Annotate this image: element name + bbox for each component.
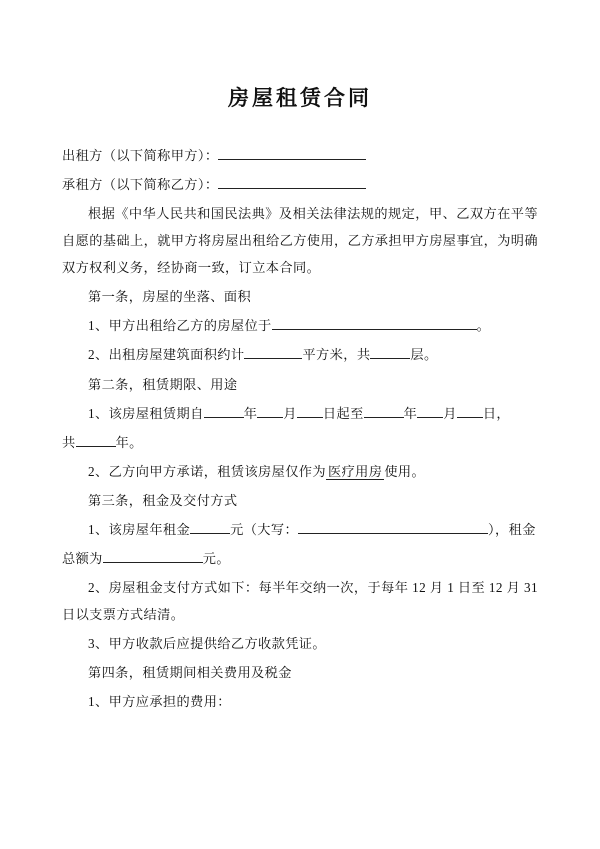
article-1-item-1-text: 1、甲方出租给乙方的房屋位于	[88, 318, 272, 334]
article-1-heading: 第一条，房屋的坐落、面积	[88, 289, 252, 305]
lessor-blank[interactable]	[218, 146, 366, 160]
total-years-prefix: 共	[62, 434, 76, 450]
annual-rent-words-blank[interactable]	[298, 520, 488, 534]
lessee-blank[interactable]	[218, 175, 366, 189]
start-year-label: 年	[243, 405, 258, 421]
article-1-item-1	[62, 312, 538, 339]
article-2-item-1-cont	[62, 429, 538, 456]
usage-prefix: 2、乙方向甲方承诺，租赁该房屋仅作为	[88, 463, 326, 479]
article-4-item-1: 1、甲方应承担的费用：	[88, 694, 231, 710]
page-title: 房屋租赁合同	[228, 86, 372, 110]
article-2-item-1	[62, 400, 538, 427]
total-rent-prefix: 总额为	[62, 550, 103, 566]
total-rent-suffix: 元。	[202, 550, 230, 566]
end-day-label: 日，	[482, 405, 511, 421]
annual-rent-prefix: 1、该房屋年租金	[88, 521, 191, 537]
article-2-item-2	[62, 458, 538, 485]
usage-suffix: 使用。	[384, 463, 426, 479]
total-years-suffix: 年。	[115, 434, 143, 450]
lessor-label: 出租方（以下简称甲方）：	[62, 148, 219, 163]
end-month-blank[interactable]	[417, 403, 443, 417]
article-3-item-1	[62, 516, 538, 543]
annual-rent-blank[interactable]	[190, 520, 230, 534]
article-1-item-1-suffix: 。	[476, 318, 491, 334]
article-1-item-2	[62, 341, 538, 368]
start-day-blank[interactable]	[297, 403, 323, 417]
article-4-heading: 第四条，租赁期间相关费用及税金	[88, 665, 292, 681]
preamble-paragraph: 根据《中华人民共和国民法典》及相关法律法规的规定，甲、乙双方在平等自愿的基础上，就甲方将房屋出租给乙方使用，乙方承担甲方房屋事宜，为明确双方权利义务，经协商一致，订立本合同。	[62, 206, 538, 276]
total-rent-blank[interactable]	[103, 549, 203, 563]
end-year-blank[interactable]	[364, 403, 404, 417]
area-blank[interactable]	[244, 345, 302, 359]
article-3-heading: 第三条，租金及交付方式	[88, 492, 238, 508]
article-1-item-2-part-1: 2、出租房屋建筑面积约计	[88, 347, 245, 363]
usage-value: 医疗用房	[327, 463, 383, 479]
end-month-label: 月	[443, 405, 457, 421]
article-1-item-2-part-2: 平方米，共	[302, 347, 371, 363]
start-month-blank[interactable]	[257, 403, 283, 417]
article-1-item-2-part-3: 层。	[410, 347, 438, 363]
article-3-item-1-cont	[62, 545, 538, 572]
annual-rent-mid: 元（大写：	[230, 521, 299, 537]
article-2-heading: 第二条，租赁期限、用途	[88, 376, 238, 392]
floors-blank[interactable]	[370, 345, 410, 359]
start-month-label: 月	[283, 405, 297, 421]
lessee-label: 承租方（以下简称乙方）：	[62, 177, 219, 193]
property-address-blank[interactable]	[272, 316, 477, 330]
total-years-blank[interactable]	[76, 432, 116, 446]
annual-rent-suffix: ），租金	[488, 521, 536, 537]
lease-start-prefix: 1、该房屋租赁期自	[88, 405, 204, 421]
end-year-label: 年	[403, 405, 418, 421]
article-3-item-3: 3、甲方收款后应提供给乙方收款凭证。	[88, 636, 326, 652]
end-day-blank[interactable]	[457, 403, 483, 417]
start-year-blank[interactable]	[204, 403, 244, 417]
article-3-item-2: 2、房屋租金支付方式如下：每半年交纳一次，于每年 12 月 1 日至 12 月 31 日以支票方式结清。	[62, 579, 538, 622]
lessor-field-line	[62, 142, 538, 169]
lessee-field-line	[62, 171, 538, 198]
start-day-label: 日起至	[322, 405, 364, 421]
